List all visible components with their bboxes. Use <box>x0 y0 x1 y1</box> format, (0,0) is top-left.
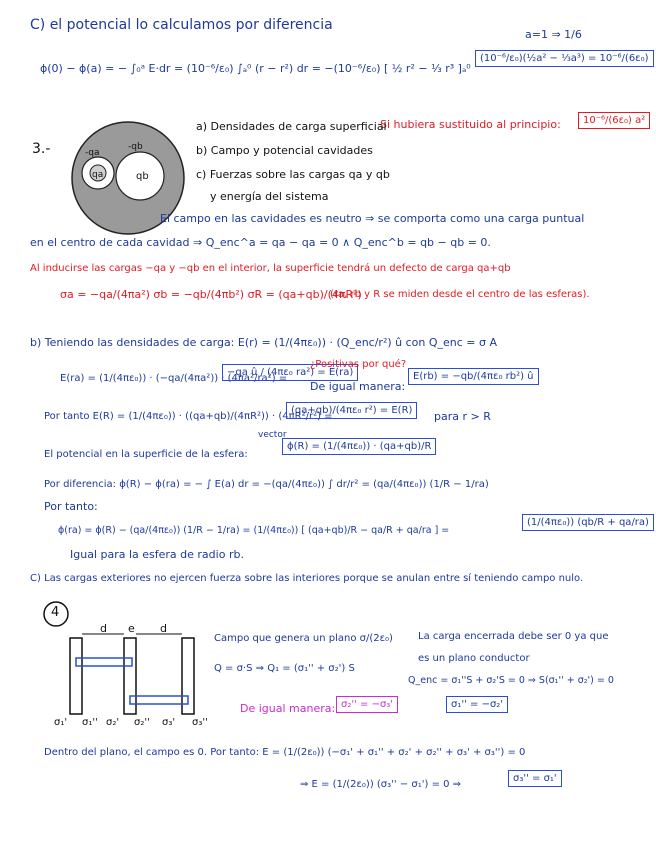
sphere-label-qa: qa <box>92 170 104 180</box>
potential-ra-formula: ϕ(ra) = ϕ(R) − (qa/(4πε₀)) (1/R − 1/ra) = (1/(4πε₀)) [ (qa+qb)/R − qa/R + qa/ra ] = <box>58 525 450 536</box>
surface-potential-box: ϕ(R) = (1/(4πε₀)) · (qa+qb)/R <box>282 438 436 455</box>
cavity-field-text: El campo en las cavidades es neutro ⇒ se comporta como una carga puntual <box>160 212 585 225</box>
densities-note: (ra, rb y R se miden desde el centro de las esferas). <box>330 289 590 300</box>
enclosed-zero-text: La carga encerrada debe ser 0 ya que <box>418 631 609 642</box>
section-c2-text: C) Las cargas exteriores no ejercen fuerza sobre las interiores porque se anulan entre sí teniendo campo nulo. <box>30 573 584 584</box>
sigma1-relation-box: σ₁'' = −σ₂' <box>446 696 508 713</box>
problem-3-item-a: a) Densidades de carga superficial <box>196 120 387 133</box>
label-sigma1pp: σ₁'' <box>82 717 98 728</box>
enclosed-charge-text: en el centro de cada cavidad ⇒ Q_enc^a = qa − qa = 0 ∧ Q_enc^b = qb − qb = 0. <box>30 236 491 249</box>
potential-ra-box: (1/(4πε₀)) (qb/R + qa/ra) <box>522 514 654 531</box>
label-e: e <box>128 622 135 635</box>
densities-formulas: σa = −qa/(4πa²) σb = −qb/(4πb²) σR = (qa+qb)/(4πR²) <box>60 288 362 301</box>
same-for-rb-text: Igual para la esfera de radio rb. <box>70 548 244 561</box>
problem-3-item-c: c) Fuerzas sobre las cargas qa y qb <box>196 168 390 181</box>
field-er-formula: Por tanto E(R) = (1/(4πε₀)) · ((qa+qb)/(4πR²)) · (4πR²/r²) = <box>44 411 333 422</box>
positive-question-note: ¿Positivas por qué? <box>310 359 407 370</box>
range-r-gt-R: para r > R <box>434 410 491 423</box>
therefore-label: Por tanto: <box>44 500 98 513</box>
label-d-right: d <box>160 622 167 635</box>
plate-1 <box>70 638 82 714</box>
sphere-label-minus-qb: -qb <box>128 142 143 152</box>
problem-3-number: 3.- <box>32 141 51 157</box>
section-b-line1: b) Teniendo las densidades de carga: E(r) = (1/(4πε₀)) · (Q_enc/r²) û con Q_enc = σ A <box>30 336 498 349</box>
potential-difference-line: Por diferencia: ϕ(R) − ϕ(ra) = − ∫ E(a) dr = −(qa/(4πε₀)) ∫ dr/r² = (qa/(4πε₀)) (1/R − 1/ra) <box>44 479 489 490</box>
a-equals-one-note: a=1 ⇒ 1/6 <box>525 28 582 41</box>
problem-3-item-b: b) Campo y potencial cavidades <box>196 144 373 157</box>
problem-3-item-c2: y energía del sistema <box>210 190 329 203</box>
final-result-box: σ₃'' = σ₁' <box>508 770 562 787</box>
field-ea-formula: E(ra) = (1/(4πε₀)) · (−qa/(4πa²)) · (4πa²/ra²) = <box>60 373 288 384</box>
problem-4-number: 4 <box>51 605 60 620</box>
label-sigma3pp: σ₃'' <box>192 717 208 728</box>
similarly-label: De igual manera: <box>310 380 406 393</box>
label-sigma1p: σ₁' <box>54 717 68 728</box>
sigma2-relation-box: σ₂'' = −σ₃' <box>336 696 398 713</box>
label-d-left: d <box>100 622 107 635</box>
label-sigma3p: σ₃' <box>162 717 176 728</box>
label-sigma2p: σ₂' <box>106 717 120 728</box>
enclosed-charge-equation: Q_enc = σ₁''S + σ₂'S = 0 ⇒ S(σ₁'' + σ₂') = 0 <box>408 675 614 686</box>
field-eb-box: E(rb) = −qb/(4πε₀ rb²) û <box>408 368 539 385</box>
field-ea-box: −qa û / (4πε₀ ra²) = E(ra) <box>222 364 358 381</box>
induced-charge-text: Al inducirse las cargas −qa y −qb en el interior, la superficie tendrá un defecto de carga qa+qb <box>30 263 511 274</box>
similarly-label-4: De igual manera: <box>240 702 336 715</box>
label-sigma2pp: σ₂'' <box>134 717 150 728</box>
section-c1-heading: C) el potencial lo calculamos por diferencia <box>30 17 333 33</box>
vector-label: vector <box>258 430 287 440</box>
conductor-plane-text: es un plano conductor <box>418 653 530 664</box>
gauss-surface-2 <box>130 696 188 704</box>
potential-result-box: (10⁻⁶/ε₀)(½a² − ⅓a³) = 10⁻⁶/(6ε₀) <box>475 50 654 67</box>
substitution-result-box: 10⁻⁶/(6ε₀) a² <box>578 112 650 129</box>
field-inside-plane-line: Dentro del plano, el campo es 0. Por tanto: E = (1/(2ε₀)) (−σ₁' + σ₁'' + σ₂' + σ₂'' + σ₃' + σ₃'') = 0 <box>44 747 526 758</box>
surface-potential-text: El potencial en la superficie de la esfera: <box>44 449 248 460</box>
field-er-box: (qa+qb)/(4πε₀ r²) = E(R) <box>286 402 417 419</box>
field-simplified-line: ⇒ E = (1/(2ε₀)) (σ₃'' − σ₁') = 0 ⇒ <box>300 779 462 790</box>
potential-equation: ϕ(0) − ϕ(a) = − ∫₀ᵃ E·dr = (10⁻⁶/ε₀) ∫ₐ⁰ (r − r²) dr = −(10⁻⁶/ε₀) [ ½ r² − ⅓ r³ ]ₐ⁰ <box>40 62 471 75</box>
sphere-label-minus-qa: -qa <box>85 148 100 158</box>
charge-formula: Q = σ·S ⇒ Q₁ = (σ₁'' + σ₂') S <box>214 663 355 674</box>
sphere-label-qb: qb <box>136 171 149 182</box>
substitution-note: Si hubiera sustituido al principio: <box>380 118 561 131</box>
plane-field-text: Campo que genera un plano σ/(2ε₀) <box>214 633 393 644</box>
